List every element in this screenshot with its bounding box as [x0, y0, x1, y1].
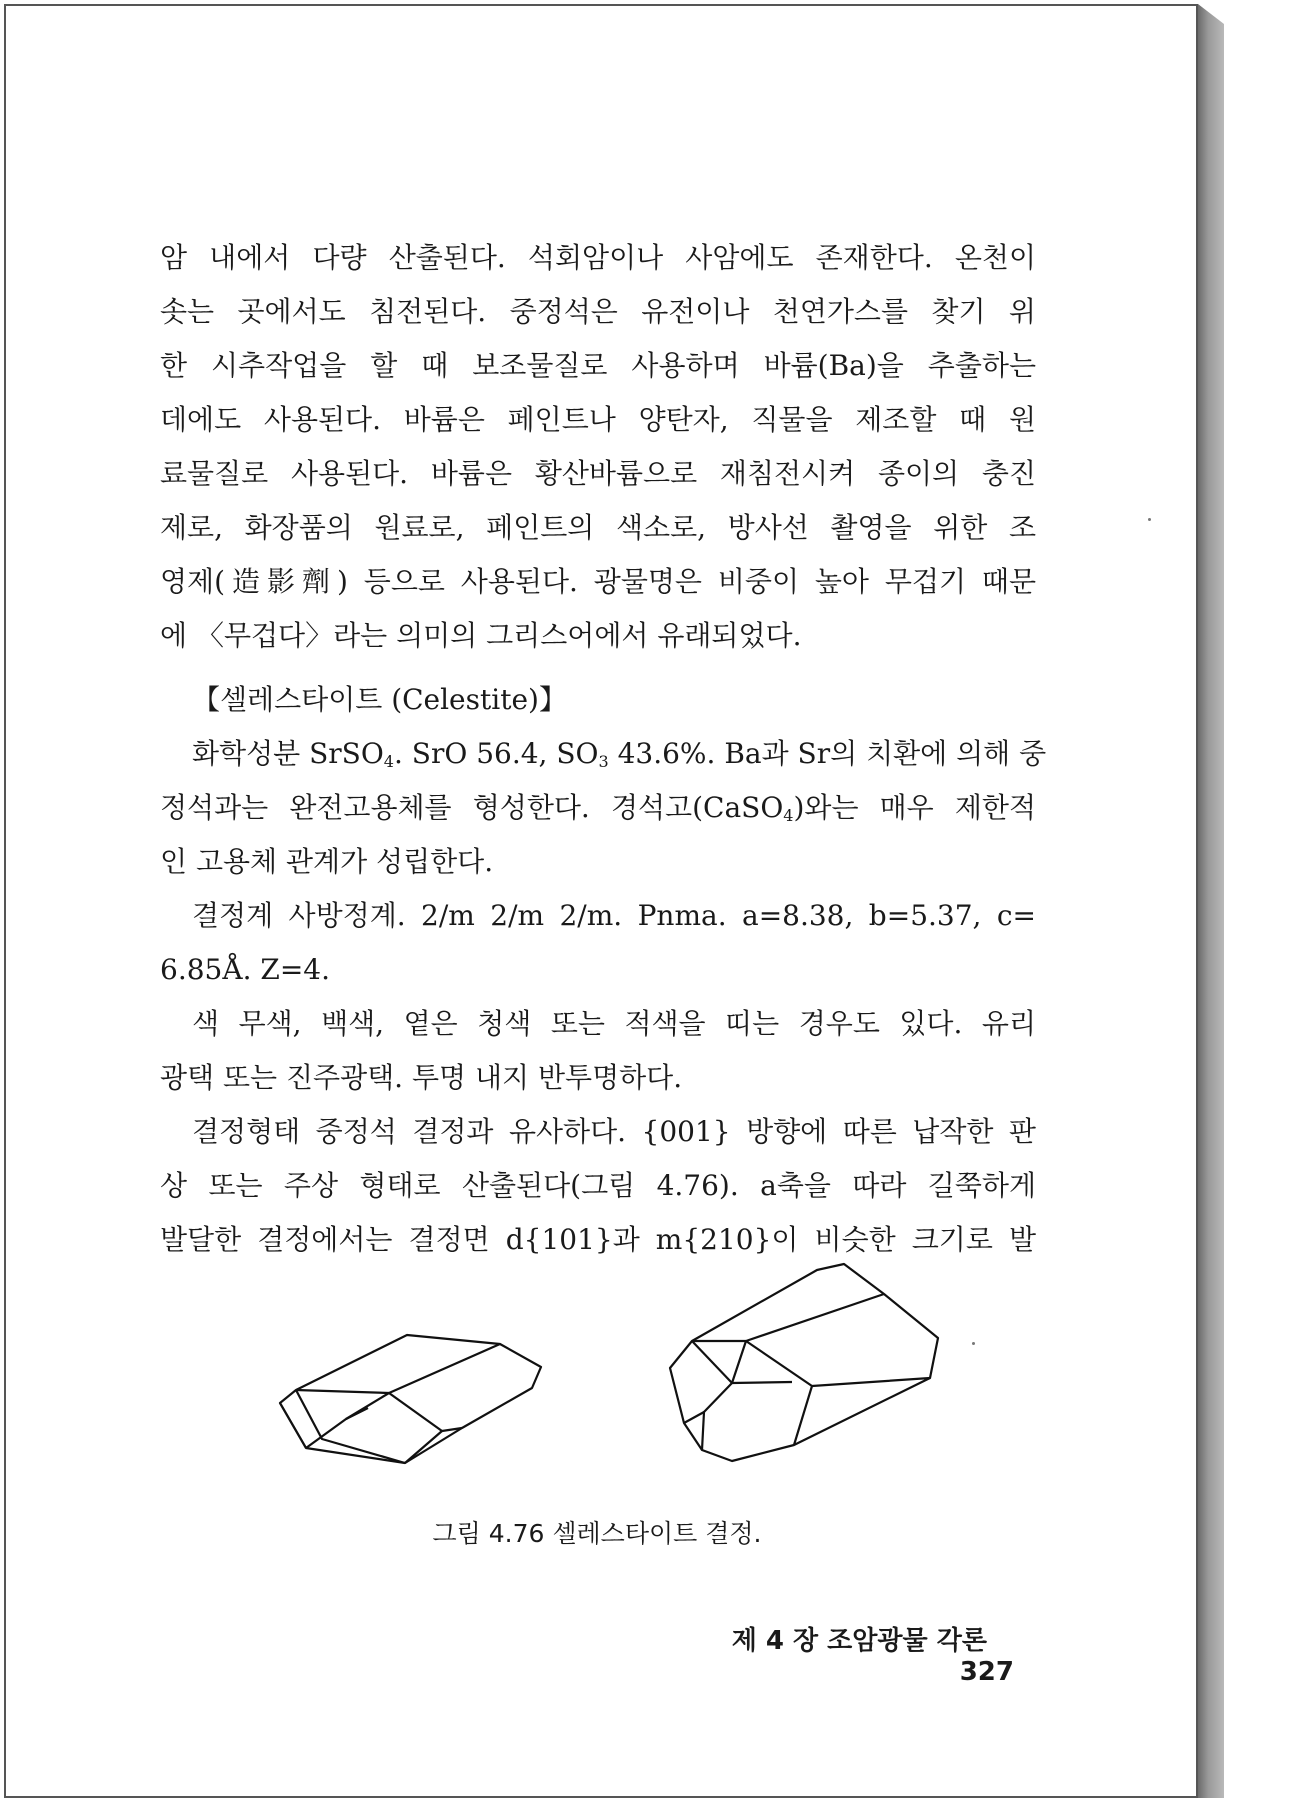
chemistry-line-1: 화학성분 SrSO$_4$. SrO 56.4, $SO_3$ 43.6%. Ba과 Sr의 치환에 의해 중: [192, 737, 1047, 771]
paragraph-barite-uses: [160, 231, 1036, 663]
text-line: 영제(造影劑) 등으로 사용된다. 광물명은 비중이 높아 무겁기 때문: [160, 565, 1036, 598]
text-line: 에 〈무겁다〉라는 의미의 그리스어에서 유래되었다.: [160, 619, 802, 652]
text-line: 데에도 사용된다. 바륨은 페인트나 양탄자, 직물을 제조할 때 원: [160, 403, 1036, 436]
chemistry-line-3: 인 고용체 관계가 성립한다.: [160, 845, 494, 878]
chapter-title: 제 4 장 조암광물 각론: [731, 1626, 987, 1656]
scan-speck: [972, 1342, 975, 1345]
text-line: 암 내에서 다량 산출된다. 석회암이나 사암에도 존재한다. 온천이: [160, 241, 1036, 274]
crystal-drawing-tabular: [270, 1320, 550, 1470]
crystal-drawing-prismatic: [662, 1258, 952, 1468]
scan-speck: [1148, 518, 1151, 521]
crystal-system-line-1: 결정계 사방정계. 2/m 2/m 2/m. Pnma. a=8.38, b=5.37, c=: [192, 899, 1036, 932]
chemistry-line-2: 정석과는 완전고용체를 형성한다. 경석고(CaSO$_4$)와는 매우 제한적: [160, 791, 1037, 825]
text-line: 솟는 곳에서도 침전된다. 중정석은 유전이나 천연가스를 찾기 위: [160, 295, 1036, 328]
page-footer: [690, 1620, 1014, 1687]
page-edge: [1198, 4, 1224, 1798]
section-celestite: [160, 673, 1047, 1267]
crystal-system-line-2: 6.85Å. Z=4.: [160, 953, 330, 986]
text-line: 제로, 화장품의 원료로, 페인트의 색소로, 방사선 촬영을 위한 조: [160, 511, 1036, 544]
text-line: 료물질로 사용된다. 바륨은 황산바륨으로 재침전시켜 종이의 충진: [160, 457, 1036, 490]
text-line: 한 시추작업을 할 때 보조물질로 사용하며 바륨(Ba)을 추출하는: [160, 349, 1036, 382]
habit-line-2: 상 또는 주상 형태로 산출된다(그림 4.76). a축을 따라 길쭉하게: [160, 1169, 1036, 1202]
page-number: 327: [959, 1657, 1014, 1687]
color-line-1: 색 무색, 백색, 옅은 청색 또는 적색을 띠는 경우도 있다. 유리: [192, 1007, 1036, 1040]
color-line-2: 광택 또는 진주광택. 투명 내지 반투명하다.: [160, 1061, 683, 1094]
figure-caption: 그림 4.76 셀레스타이트 결정.: [432, 1519, 762, 1548]
section-heading: 【셀레스타이트 (Celestite)】: [192, 683, 567, 716]
habit-line-1: 결정형태 중정석 결정과 유사하다. {001} 방향에 따른 납작한 판: [192, 1115, 1036, 1148]
habit-line-3: 발달한 결정에서는 결정면 d{101}과 m{210}이 비슷한 크기로 발: [160, 1223, 1036, 1256]
